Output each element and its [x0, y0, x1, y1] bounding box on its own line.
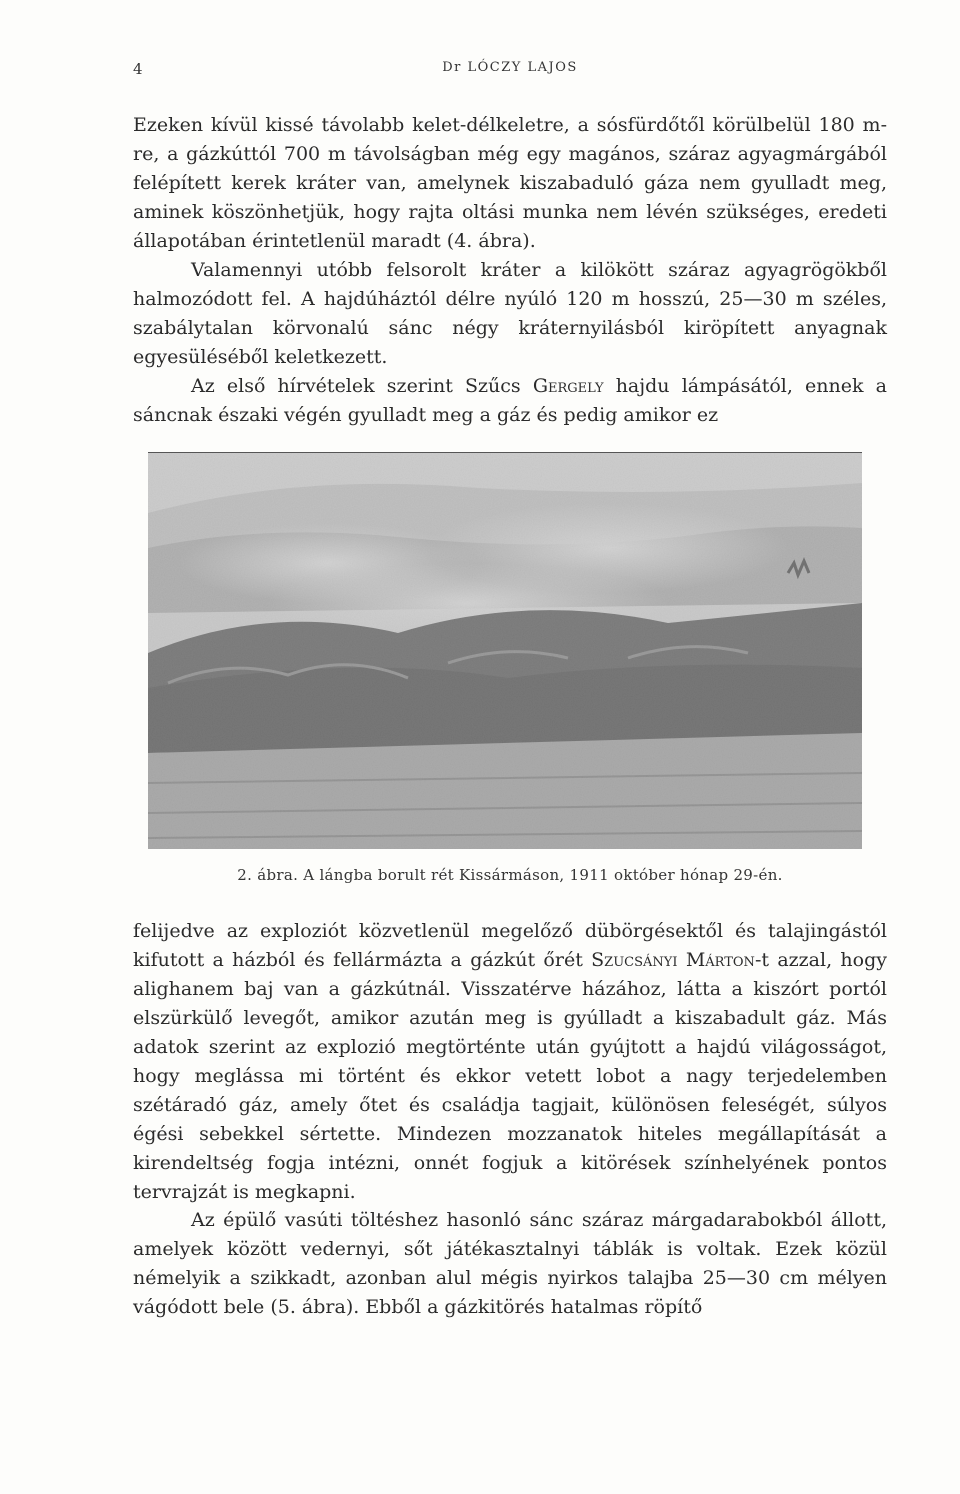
- paragraph-1: Ezeken kívül kissé távolabb kelet-délkeletre, a sósfürdőtől körülbelül 180 m-re, a gázkúttól 700 m távolságban még egy magános, száraz agyagmárgából felépített kerek kráter van, amelynek kiszabaduló gáza nem gyulladt meg, aminek köszönhetjük, hogy rajta oltási munka nem lévén szükséges, eredeti állapotában érintetlenül maradt (4. ábra).: [133, 114, 887, 252]
- paragraph-3: [133, 372, 887, 430]
- page-number: 4: [133, 60, 144, 78]
- person-name-gergely: Gergely: [532, 375, 604, 397]
- paragraph-4-text-b: -t azzal, hogy alighanem baj van a gázkútnál. Visszatérve házához, látta a kiszórt portól elszürkülő levegőt, amikor azután meg is gyúlladt a kiszabadult gáz. Más adatok szerint az explozió megtörténte után gyújtott a hajdú világosságot, hogy meglássa mi történt és ekkor vetett lobot a nagy terjedelemben szétáradó gáz, amely őtet és családja tagjait, különösen feleségét, súlyos égési sebekkel sértette. Mindezen mozzanatok hiteles megállapítását a kirendeltség fogja intézni, onnét fogjuk a kitörések színhelyének pontos tervrajzát is megkapni.: [133, 949, 888, 1203]
- page-header: [133, 60, 887, 88]
- paragraph-3-text-a: Az első hírvételek szerint Szűcs: [191, 375, 533, 397]
- paragraph-4-text-a: felijedve az exploziót közvetlenül megelőző dübörgésektől és talajingástól kifutott a házból és fellármázta a gázkút őrét: [133, 920, 887, 971]
- paragraph-4: [133, 917, 887, 1207]
- photo-illustration: [148, 453, 862, 849]
- paragraph-5: Az épülő vasúti töltéshez hasonló sánc száraz márgadarabokból állott, amelyek között vedernyi, sőt játékasztalnyi táblák is voltak. Ezek közül némelyik a szikkadt, azonban alul mégis nyirkos talajba 25—30 cm mélyen vágódott bele (5. ábra). Ebből a gázkitörés hatalmas röpítő: [133, 1209, 887, 1318]
- running-head: Dr LÓCZY LAJOS: [442, 60, 578, 75]
- person-name-szucsanyi-marton: Szucsányi Márton: [591, 949, 755, 971]
- paragraph-3-text-b: hajdu lámpásától, ennek a sáncnak északi végén gyulladt meg a gáz és pedig amikor ez: [133, 375, 887, 426]
- paragraph-2: Valamennyi utóbb felsorolt kráter a kilökött száraz agyagrögökből halmozódott fel. A hajdúháztól délre nyúló 120 m hosszú, 25—30 m széles, szabálytalan körvonalú sánc négy kráternyilásból kiröpített anyagnak egyesüléséből keletkezett.: [133, 259, 887, 368]
- figure-photo-burning-meadow: [148, 452, 862, 849]
- figure-caption: 2. ábra. A lángba borult rét Kissármáson, 1911 október hónap 29-én.: [237, 866, 783, 884]
